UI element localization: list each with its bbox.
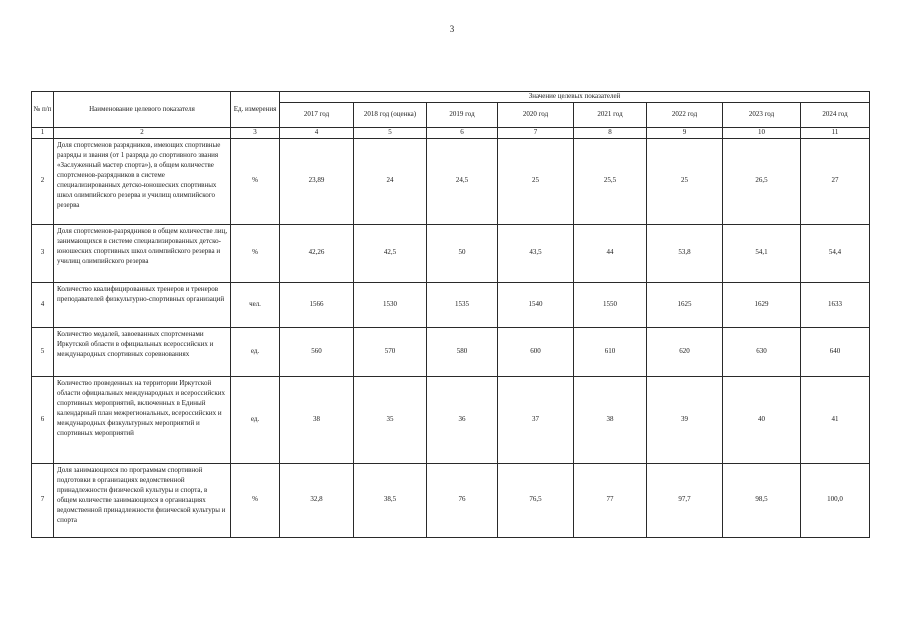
unit-cell: % xyxy=(231,463,280,537)
value-cell: 1530 xyxy=(354,282,427,327)
value-cell: 39 xyxy=(647,376,723,463)
value-cell: 640 xyxy=(801,327,870,376)
header-year: 2022 год xyxy=(647,102,723,127)
unit-cell: % xyxy=(231,224,280,282)
value-cell: 42,26 xyxy=(280,224,354,282)
value-cell: 53,8 xyxy=(647,224,723,282)
value-cell: 36 xyxy=(427,376,498,463)
value-cell: 24 xyxy=(354,138,427,224)
row-number: 7 xyxy=(32,463,54,537)
indicator-name: Количество проведенных на территории Иркутской области официальных международных и всероссийских спортивных мероприятий, включенных в Единый календарный план межрегиональных, всероссийских и международных физкультурных мероприятий и спортивных мероприятий xyxy=(54,376,231,463)
value-cell: 77 xyxy=(574,463,647,537)
value-cell: 43,5 xyxy=(498,224,574,282)
value-cell: 560 xyxy=(280,327,354,376)
value-cell: 1566 xyxy=(280,282,354,327)
column-number: 1 xyxy=(32,127,54,138)
value-cell: 100,0 xyxy=(801,463,870,537)
column-number: 7 xyxy=(498,127,574,138)
value-cell: 630 xyxy=(723,327,801,376)
header-indicator-name: Наименование целевого показателя xyxy=(54,92,231,128)
value-cell: 580 xyxy=(427,327,498,376)
page-number: 3 xyxy=(449,24,455,34)
value-cell: 23,89 xyxy=(280,138,354,224)
unit-cell: ед. xyxy=(231,327,280,376)
header-year: 2020 год xyxy=(498,102,574,127)
table-row xyxy=(32,463,870,537)
value-cell: 32,8 xyxy=(280,463,354,537)
value-cell: 27 xyxy=(801,138,870,224)
value-cell: 97,7 xyxy=(647,463,723,537)
value-cell: 1535 xyxy=(427,282,498,327)
value-cell: 76,5 xyxy=(498,463,574,537)
column-number: 3 xyxy=(231,127,280,138)
value-cell: 25 xyxy=(498,138,574,224)
target-indicators-table xyxy=(31,91,870,538)
table-row xyxy=(32,327,870,376)
header-year: 2017 год xyxy=(280,102,354,127)
header-values-group: Значение целевых показателей xyxy=(280,92,870,103)
value-cell: 1540 xyxy=(498,282,574,327)
column-number: 2 xyxy=(54,127,231,138)
value-cell: 54,4 xyxy=(801,224,870,282)
value-cell: 620 xyxy=(647,327,723,376)
column-number: 8 xyxy=(574,127,647,138)
value-cell: 1550 xyxy=(574,282,647,327)
column-number: 11 xyxy=(801,127,870,138)
table-row xyxy=(32,138,870,224)
value-cell: 25 xyxy=(647,138,723,224)
indicator-name: Количество квалифицированных тренеров и тренеров преподавателей физкультурно-спортивных организаций xyxy=(54,282,231,327)
indicator-name: Количество медалей, завоеванных спортсменами Иркутской области в официальных всероссийских и международных спортивных соревнованиях xyxy=(54,327,231,376)
column-number: 9 xyxy=(647,127,723,138)
row-number: 2 xyxy=(32,138,54,224)
value-cell: 570 xyxy=(354,327,427,376)
indicator-name: Доля спортсменов-разрядников в общем количестве лиц, занимающихся в системе специализированных детско-юношеских спортивных школ олимпийского резерва и училищ олимпийского резерва xyxy=(54,224,231,282)
header-year: 2024 год xyxy=(801,102,870,127)
column-number: 6 xyxy=(427,127,498,138)
table-row xyxy=(32,282,870,327)
value-cell: 38 xyxy=(574,376,647,463)
unit-cell: чел. xyxy=(231,282,280,327)
column-number: 4 xyxy=(280,127,354,138)
value-cell: 24,5 xyxy=(427,138,498,224)
value-cell: 1629 xyxy=(723,282,801,327)
column-number: 5 xyxy=(354,127,427,138)
row-number: 5 xyxy=(32,327,54,376)
value-cell: 26,5 xyxy=(723,138,801,224)
value-cell: 35 xyxy=(354,376,427,463)
row-number: 3 xyxy=(32,224,54,282)
indicator-name: Доля спортсменов разрядников, имеющих спортивные разряды и звания (от 1 разряда до спортивного звания «Заслуженный мастер спорта»), в общем количестве спортсменов-разрядников в системе специализированных детско-юношеских спортивных школ олимпийского резерва и училищ олимпийского резерва xyxy=(54,138,231,224)
value-cell: 76 xyxy=(427,463,498,537)
value-cell: 42,5 xyxy=(354,224,427,282)
header-year: 2018 год (оценка) xyxy=(354,102,427,127)
unit-cell: ед. xyxy=(231,376,280,463)
value-cell: 38,5 xyxy=(354,463,427,537)
header-unit: Ед. измерения xyxy=(231,92,280,128)
row-number: 6 xyxy=(32,376,54,463)
value-cell: 1625 xyxy=(647,282,723,327)
column-number-row xyxy=(32,127,870,138)
unit-cell: % xyxy=(231,138,280,224)
header-number: № п/п xyxy=(32,92,54,128)
header-year: 2023 год xyxy=(723,102,801,127)
value-cell: 38 xyxy=(280,376,354,463)
table-row xyxy=(32,224,870,282)
value-cell: 54,1 xyxy=(723,224,801,282)
value-cell: 40 xyxy=(723,376,801,463)
header-year: 2021 год xyxy=(574,102,647,127)
value-cell: 37 xyxy=(498,376,574,463)
value-cell: 610 xyxy=(574,327,647,376)
column-number: 10 xyxy=(723,127,801,138)
indicator-name: Доля занимающихся по программам спортивной подготовки в организациях ведомственной принадлежности физической культуры и спорта, в общем количестве занимающихся в организациях ведомственной принадлежности физической культуры и спорта xyxy=(54,463,231,537)
row-number: 4 xyxy=(32,282,54,327)
value-cell: 98,5 xyxy=(723,463,801,537)
value-cell: 50 xyxy=(427,224,498,282)
value-cell: 41 xyxy=(801,376,870,463)
table-row xyxy=(32,376,870,463)
value-cell: 600 xyxy=(498,327,574,376)
header-year: 2019 год xyxy=(427,102,498,127)
value-cell: 25,5 xyxy=(574,138,647,224)
value-cell: 44 xyxy=(574,224,647,282)
value-cell: 1633 xyxy=(801,282,870,327)
